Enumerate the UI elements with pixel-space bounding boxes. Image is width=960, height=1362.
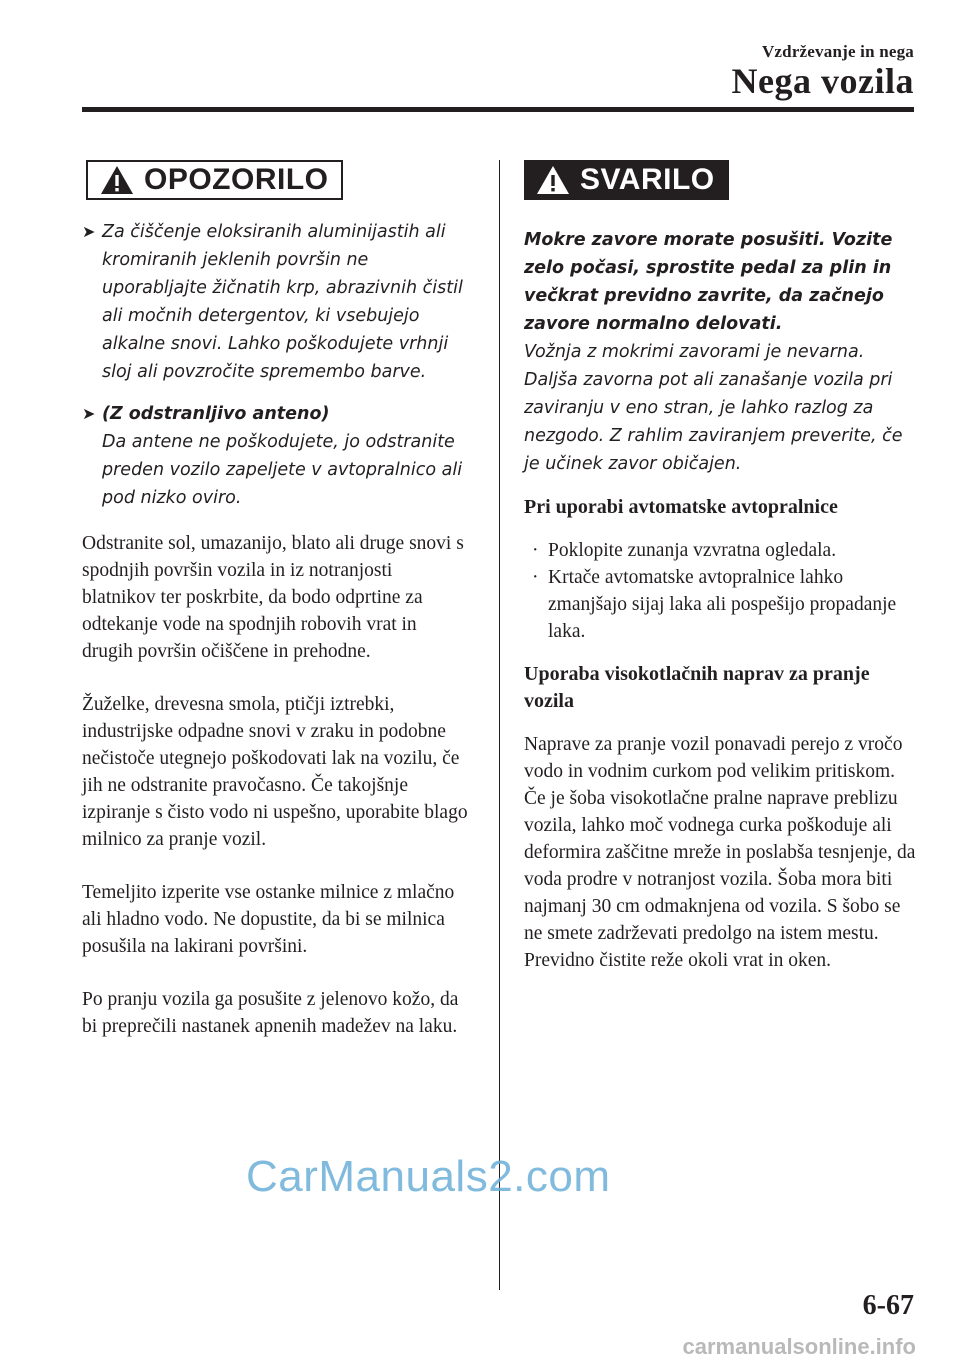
list-item-text: Krtače avtomatske avtopralnice lahko zmanjšajo sijaj laka ali pospešijo propadanje laka. bbox=[548, 567, 897, 642]
list-item-text: Poklopite zunanja vzvratna ogledala. bbox=[548, 540, 837, 561]
section-heading: Pri uporabi avtomatske avtopralnice bbox=[524, 496, 838, 518]
right-column bbox=[524, 160, 916, 974]
list-item bbox=[524, 537, 916, 564]
warning-triangle-icon bbox=[536, 165, 570, 195]
footer-site-watermark: carmanualsonline.info bbox=[682, 1334, 916, 1359]
warning-item-text: Da antene ne poškodujete, jo odstranite preden vozilo zapeljete v avtopralnico ali pod nizko oviro. bbox=[102, 432, 463, 508]
paragraph: Žuželke, drevesna smola, ptičji iztrebki, industrijske odpadne snovi v zraku in podobne nečistoče utegnejo poškodovati lak na vozilu, če jih ne odstranite pravočasno. Če takojšnje izpiranje s čisto vodo ni uspešno, uporabite blago milnico za pranje vozil. bbox=[82, 694, 468, 850]
paragraph: Temeljito izperite vse ostanke milnice z mlačno ali hladno vodo. Ne dopustite, da bi se milnica posušila na lakirani površini. bbox=[82, 882, 455, 957]
warning-box bbox=[86, 160, 343, 200]
left-column bbox=[82, 160, 470, 1040]
arrow-bullet-icon: ➤ bbox=[82, 222, 96, 241]
warning-item-prefix: (Z odstranljivo anteno) bbox=[102, 404, 330, 424]
caution-label: SVARILO bbox=[580, 163, 715, 196]
header-rule bbox=[82, 107, 914, 112]
caution-bold-text: Mokre zavore morate posušiti. Vozite zelo počasi, sprostite pedal za plin in večkrat previdno zavrite, da začnejo zavore normalno delovati. bbox=[524, 230, 893, 334]
page-number: 6-67 bbox=[862, 1290, 914, 1321]
warning-triangle-icon bbox=[100, 165, 134, 195]
warning-label: OPOZORILO bbox=[144, 163, 329, 196]
section-heading: Uporaba visokotlačnih naprav za pranje vozila bbox=[524, 663, 870, 712]
paragraph: Odstranite sol, umazanijo, blato ali druge snovi s spodnjih površin vozila in iz notranjosti blatnikov ter poskrbite, da bodo odprtine za odtekanje vode na spodnjih robovih vrat in drugih površin očiščene in prehodne. bbox=[82, 533, 464, 662]
list-item bbox=[524, 564, 916, 645]
section-subtitle: Vzdrževanje in nega bbox=[761, 42, 914, 61]
column-divider bbox=[499, 160, 500, 1290]
warning-item bbox=[82, 218, 470, 386]
arrow-bullet-icon: ➤ bbox=[82, 404, 96, 423]
paragraph: Po pranju vozila ga posušite z jelenovo kožo, da bi preprečili nastanek apnenih madežev na laku. bbox=[82, 989, 459, 1037]
caution-box bbox=[524, 160, 729, 200]
warning-item bbox=[82, 400, 470, 512]
watermark: CarManuals2.com bbox=[246, 1152, 611, 1201]
paragraph: Naprave za pranje vozil ponavadi perejo z vročo vodo in vodnim curkom pod velikim pritiskom. Če je šoba visokotlačne pralne naprave preblizu vozila, lahko moč vodnega curka poškoduje ali deformira zaščitne mreže in poslabša tesnjenje, da voda prodre v notranjost vozila. Šoba mora biti najmanj 30 cm odmaknjena od vozila. S šobo se ne smete zadrževati predolgo na istem mestu. Previdno čistite reže okoli vrat in oken. bbox=[524, 734, 916, 971]
page-title: Nega vozila bbox=[731, 61, 914, 101]
bullet-dot-icon: · bbox=[532, 540, 539, 561]
warning-item-text: Za čiščenje eloksiranih aluminijastih ali kromiranih jeklenih površin ne uporabljajte žičnatih krp, abrazivnih čistil ali močnih detergentov, ki vsebujejo alkalne snovi. Lahko poškodujete vrhnji sloj ali povzročite spremembo barve. bbox=[102, 222, 463, 382]
bullet-dot-icon: · bbox=[532, 567, 539, 588]
caution-text: Vožnja z mokrimi zavorami je nevarna. Daljša zavorna pot ali zanašanje vozila pri zaviranju v eno stran, je lahko razlog za nezgodo. Z rahlim zaviranjem preverite, če je učinek zavor običajen. bbox=[524, 342, 903, 474]
